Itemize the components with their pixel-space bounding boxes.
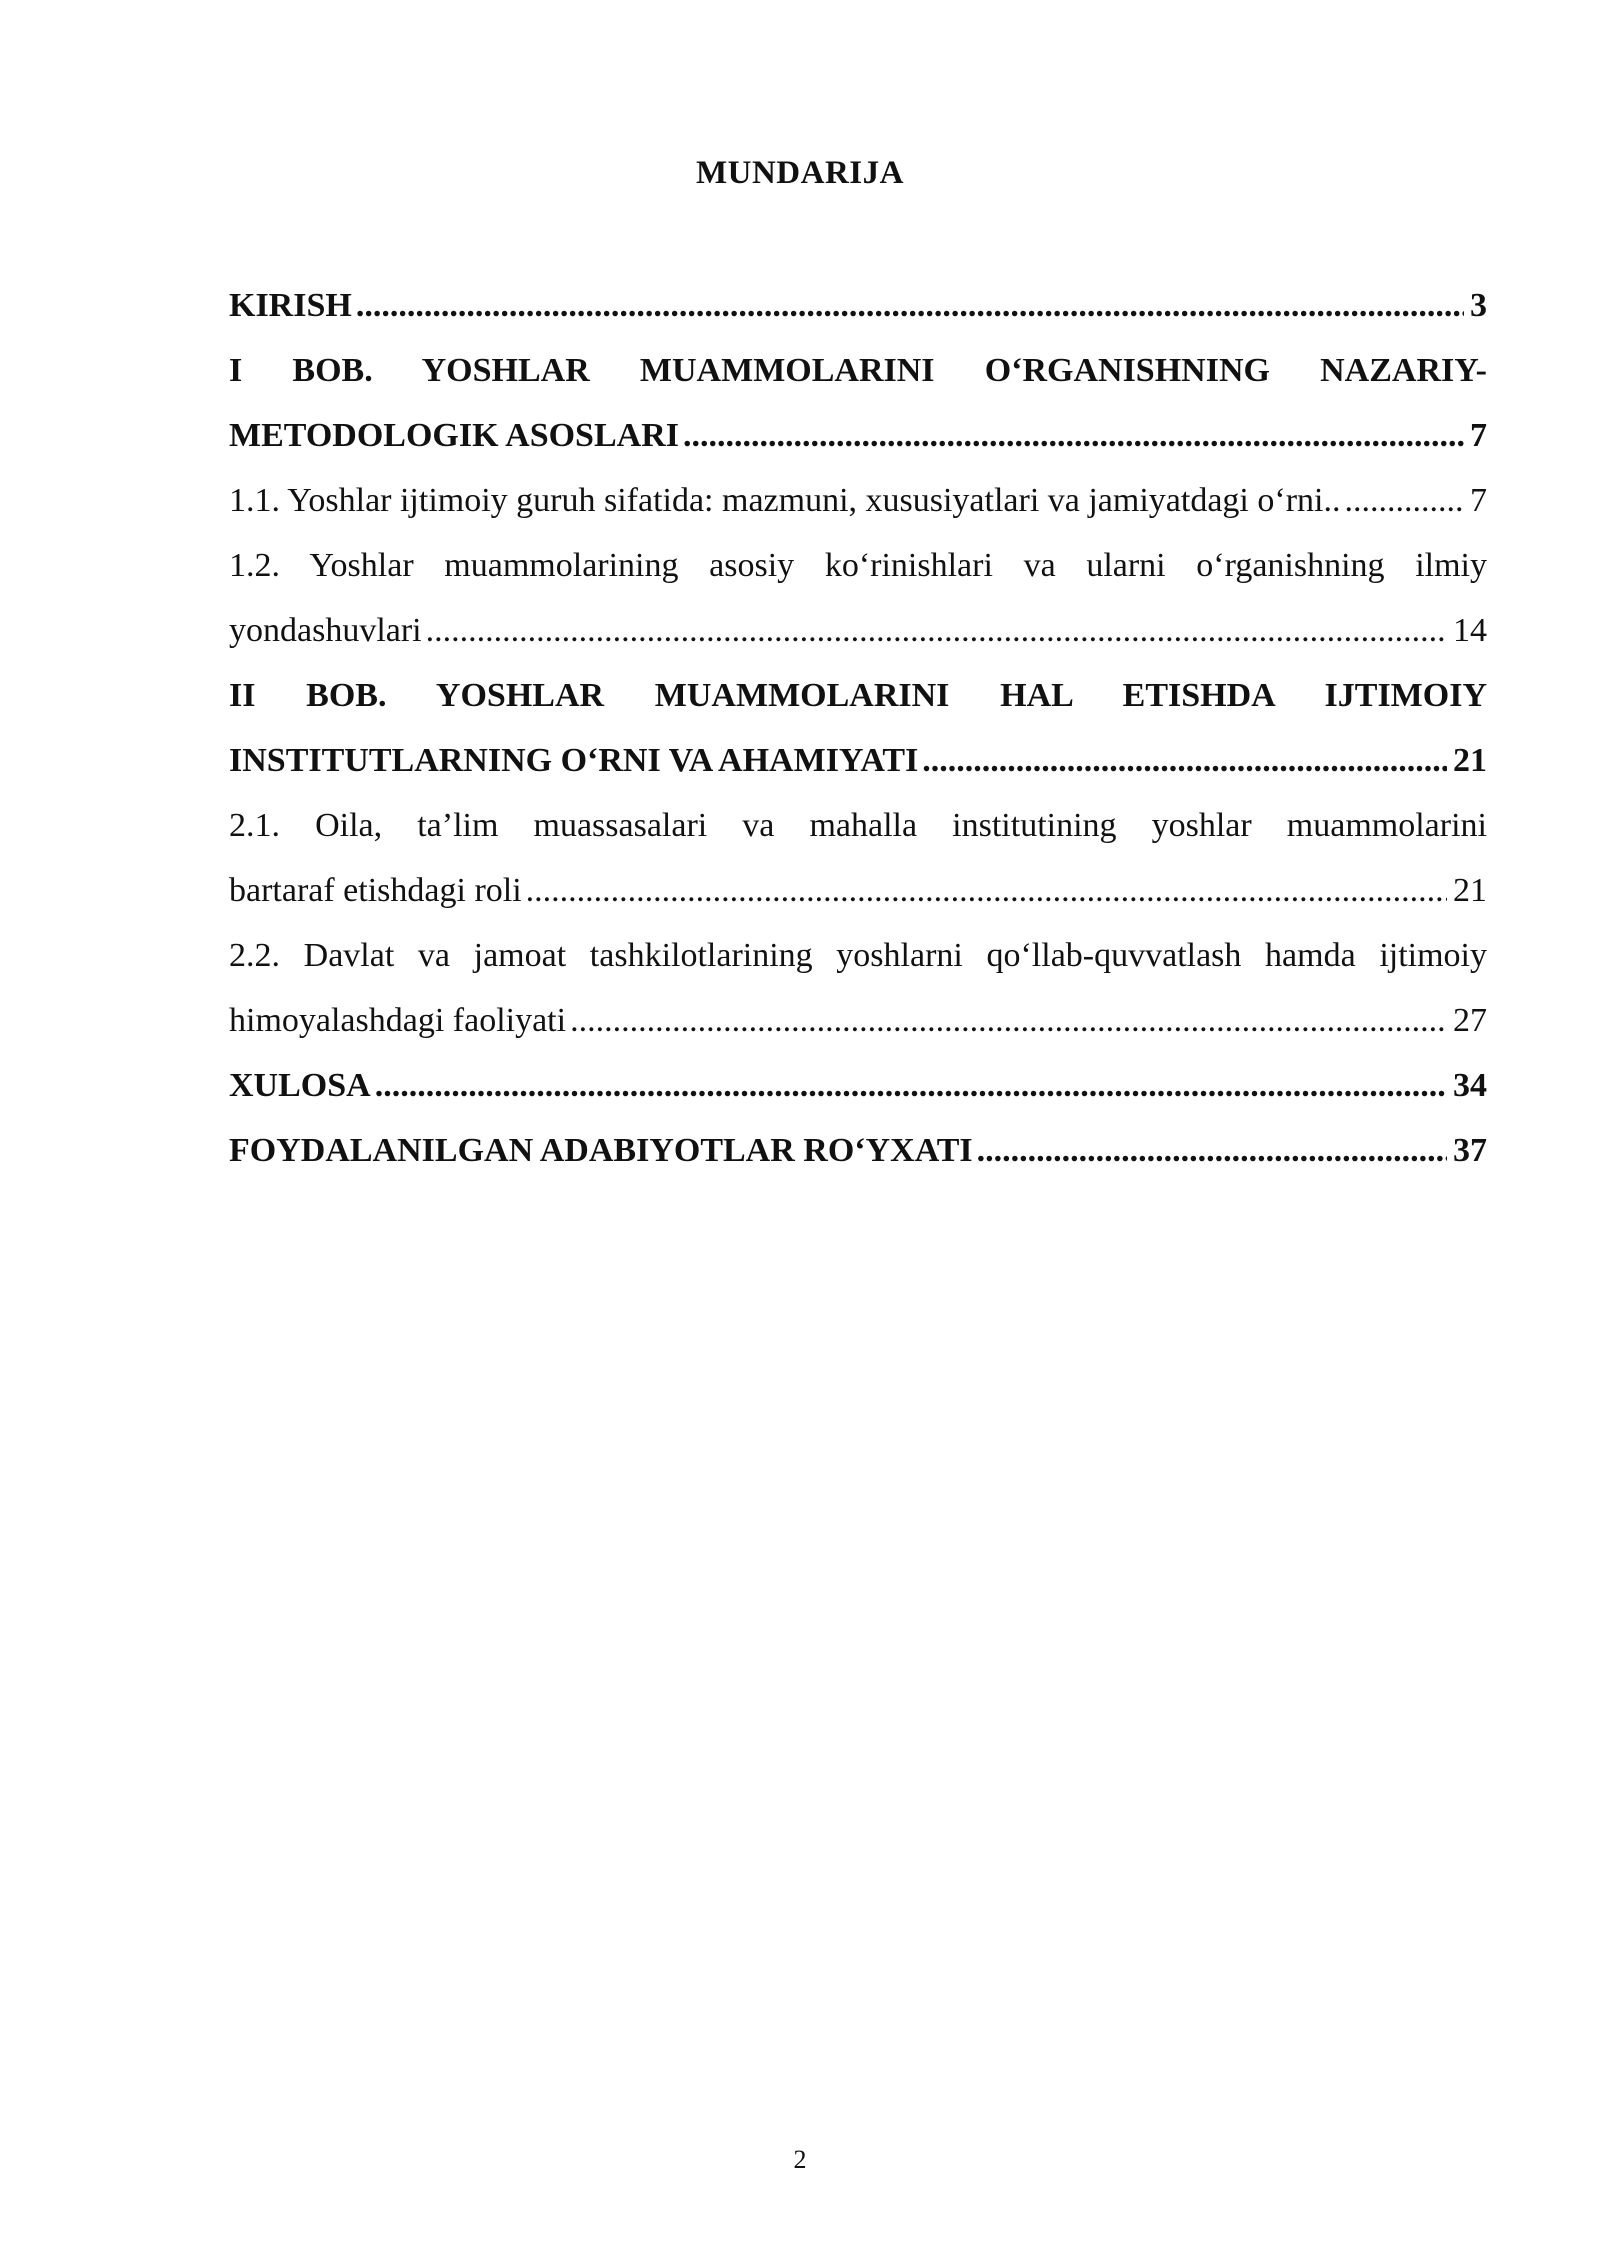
toc-entry-title: 1.2. Yoshlar muammolarining asosiy ko‘rinishlari va ularni o‘rganishning ilmiy bbox=[229, 547, 1487, 584]
toc-entry-title: 1.1. Yoshlar ijtimoiy guruh sifatida: mazmuni, xususiyatlari va jamiyatdagi o‘rni.. bbox=[229, 482, 1341, 519]
dot-leader bbox=[356, 281, 1464, 331]
toc-entry-title: himoyalashdagi faoliyati bbox=[229, 1002, 567, 1039]
page-title: MUNDARIJA bbox=[696, 155, 904, 191]
toc-entry-section-2-1-cont[interactable] bbox=[229, 866, 1487, 931]
toc-entry-section-2-2-cont[interactable] bbox=[229, 996, 1487, 1061]
dot-leader bbox=[375, 1061, 1447, 1111]
toc-entry-title: 2.1. Oila, ta’lim muassasalari va mahalla institutining yoshlar muammolarini bbox=[229, 807, 1487, 844]
dot-leader bbox=[426, 606, 1447, 656]
toc-entry-title: 2.2. Davlat va jamoat tashkilotlarining yoshlarni qo‘llab-quvvatlash hamda ijtimoiy bbox=[229, 937, 1487, 974]
toc-entry-section-2-1[interactable] bbox=[229, 801, 1487, 866]
page-number: 2 bbox=[793, 2145, 807, 2174]
toc-entry-title: KIRISH bbox=[229, 287, 352, 324]
toc-entry-section-1-2[interactable] bbox=[229, 541, 1487, 606]
toc-entry-section-1-2-cont[interactable] bbox=[229, 606, 1487, 671]
table-of-contents bbox=[229, 281, 1487, 1191]
toc-entry-title: bartaraf etishdagi roli bbox=[229, 872, 522, 909]
toc-page-number: 21 bbox=[1453, 742, 1487, 779]
toc-entry-title: INSTITUTLARNING O‘RNI VA AHAMIYATI bbox=[229, 742, 919, 779]
toc-entry-chapter-2[interactable] bbox=[229, 671, 1487, 736]
toc-entry-introduction[interactable] bbox=[229, 281, 1487, 346]
toc-entry-title: XULOSA bbox=[229, 1067, 371, 1104]
dot-leader bbox=[977, 1126, 1447, 1176]
toc-page-number: 14 bbox=[1453, 612, 1487, 649]
toc-entry-section-2-2[interactable] bbox=[229, 931, 1487, 996]
toc-entry-chapter-2-cont[interactable] bbox=[229, 736, 1487, 801]
toc-entry-title: II BOB. YOSHLAR MUAMMOLARINI HAL ETISHDA IJTIMOIY bbox=[229, 677, 1487, 714]
dot-leader bbox=[683, 411, 1464, 461]
toc-page-number: 7 bbox=[1470, 417, 1487, 454]
toc-page-number: 7 bbox=[1470, 482, 1487, 519]
toc-page-number: 21 bbox=[1453, 872, 1487, 909]
toc-entry-references[interactable] bbox=[229, 1126, 1487, 1191]
toc-entry-section-1-1[interactable] bbox=[229, 476, 1487, 541]
toc-page-number: 27 bbox=[1453, 1002, 1487, 1039]
toc-page-number: 3 bbox=[1470, 287, 1487, 324]
dot-leader bbox=[570, 996, 1447, 1046]
dot-leader bbox=[526, 866, 1447, 916]
toc-entry-conclusion[interactable] bbox=[229, 1061, 1487, 1126]
toc-entry-chapter-1-cont[interactable] bbox=[229, 411, 1487, 476]
toc-page-number: 37 bbox=[1453, 1132, 1487, 1169]
toc-entry-title: I BOB. YOSHLAR MUAMMOLARINI O‘RGANISHNING NAZARIY- bbox=[229, 352, 1487, 389]
toc-entry-title: yondashuvlari bbox=[229, 612, 422, 649]
dot-leader bbox=[1344, 476, 1464, 526]
dot-leader bbox=[922, 736, 1447, 786]
toc-entry-title: FOYDALANILGAN ADABIYOTLAR RO‘YXATI bbox=[229, 1132, 973, 1169]
toc-entry-chapter-1[interactable] bbox=[229, 346, 1487, 411]
toc-page-number: 34 bbox=[1453, 1067, 1487, 1104]
toc-entry-title: METODOLOGIK ASOSLARI bbox=[229, 417, 679, 454]
